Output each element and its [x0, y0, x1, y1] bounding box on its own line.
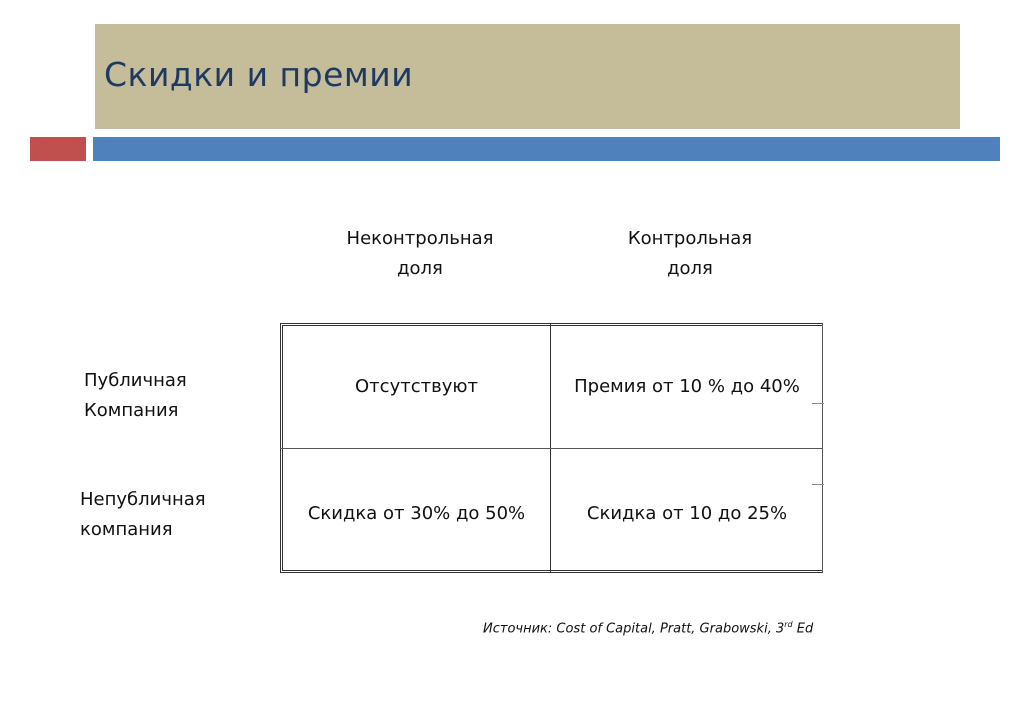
table-cell: Скидка от 30% до 50%: [307, 503, 526, 524]
row-header-private: [80, 485, 206, 545]
table-cell: Скидка от 10 до 25%: [586, 503, 788, 524]
accent-bar-red: [30, 137, 86, 161]
table-row-divider: [280, 448, 822, 449]
row-header-line2: компания: [80, 519, 173, 540]
source-label: Источник:: [483, 621, 553, 637]
row-header-line2: Компания: [84, 400, 179, 421]
row-header-line1: Публичная: [84, 370, 187, 391]
column-header-line1: Неконтрольная: [346, 228, 494, 249]
column-header-line1: Контрольная: [627, 228, 753, 249]
source-note: [483, 620, 813, 636]
source-text: Cost of Capital, Pratt, Grabowski, 3: [556, 621, 785, 637]
column-header-controlling: [590, 224, 790, 284]
column-header-line2: доля: [397, 258, 443, 279]
table-edge-tick: [812, 403, 824, 404]
table-cell: Отсутствуют: [355, 376, 478, 397]
accent-bar-blue: [93, 137, 1000, 161]
column-header-line2: доля: [667, 258, 713, 279]
source-superscript: rd: [784, 620, 793, 629]
source-suffix: Ed: [796, 621, 814, 637]
row-header-public: [84, 366, 187, 426]
column-header-noncontrolling: [320, 224, 520, 284]
row-header-line1: Непубличная: [80, 489, 206, 510]
slide-title: Скидки и премии: [104, 55, 414, 94]
table-edge-tick: [812, 484, 824, 485]
table-right-border: [822, 323, 823, 573]
table-cell: Премия от 10 % до 40%: [574, 376, 800, 397]
